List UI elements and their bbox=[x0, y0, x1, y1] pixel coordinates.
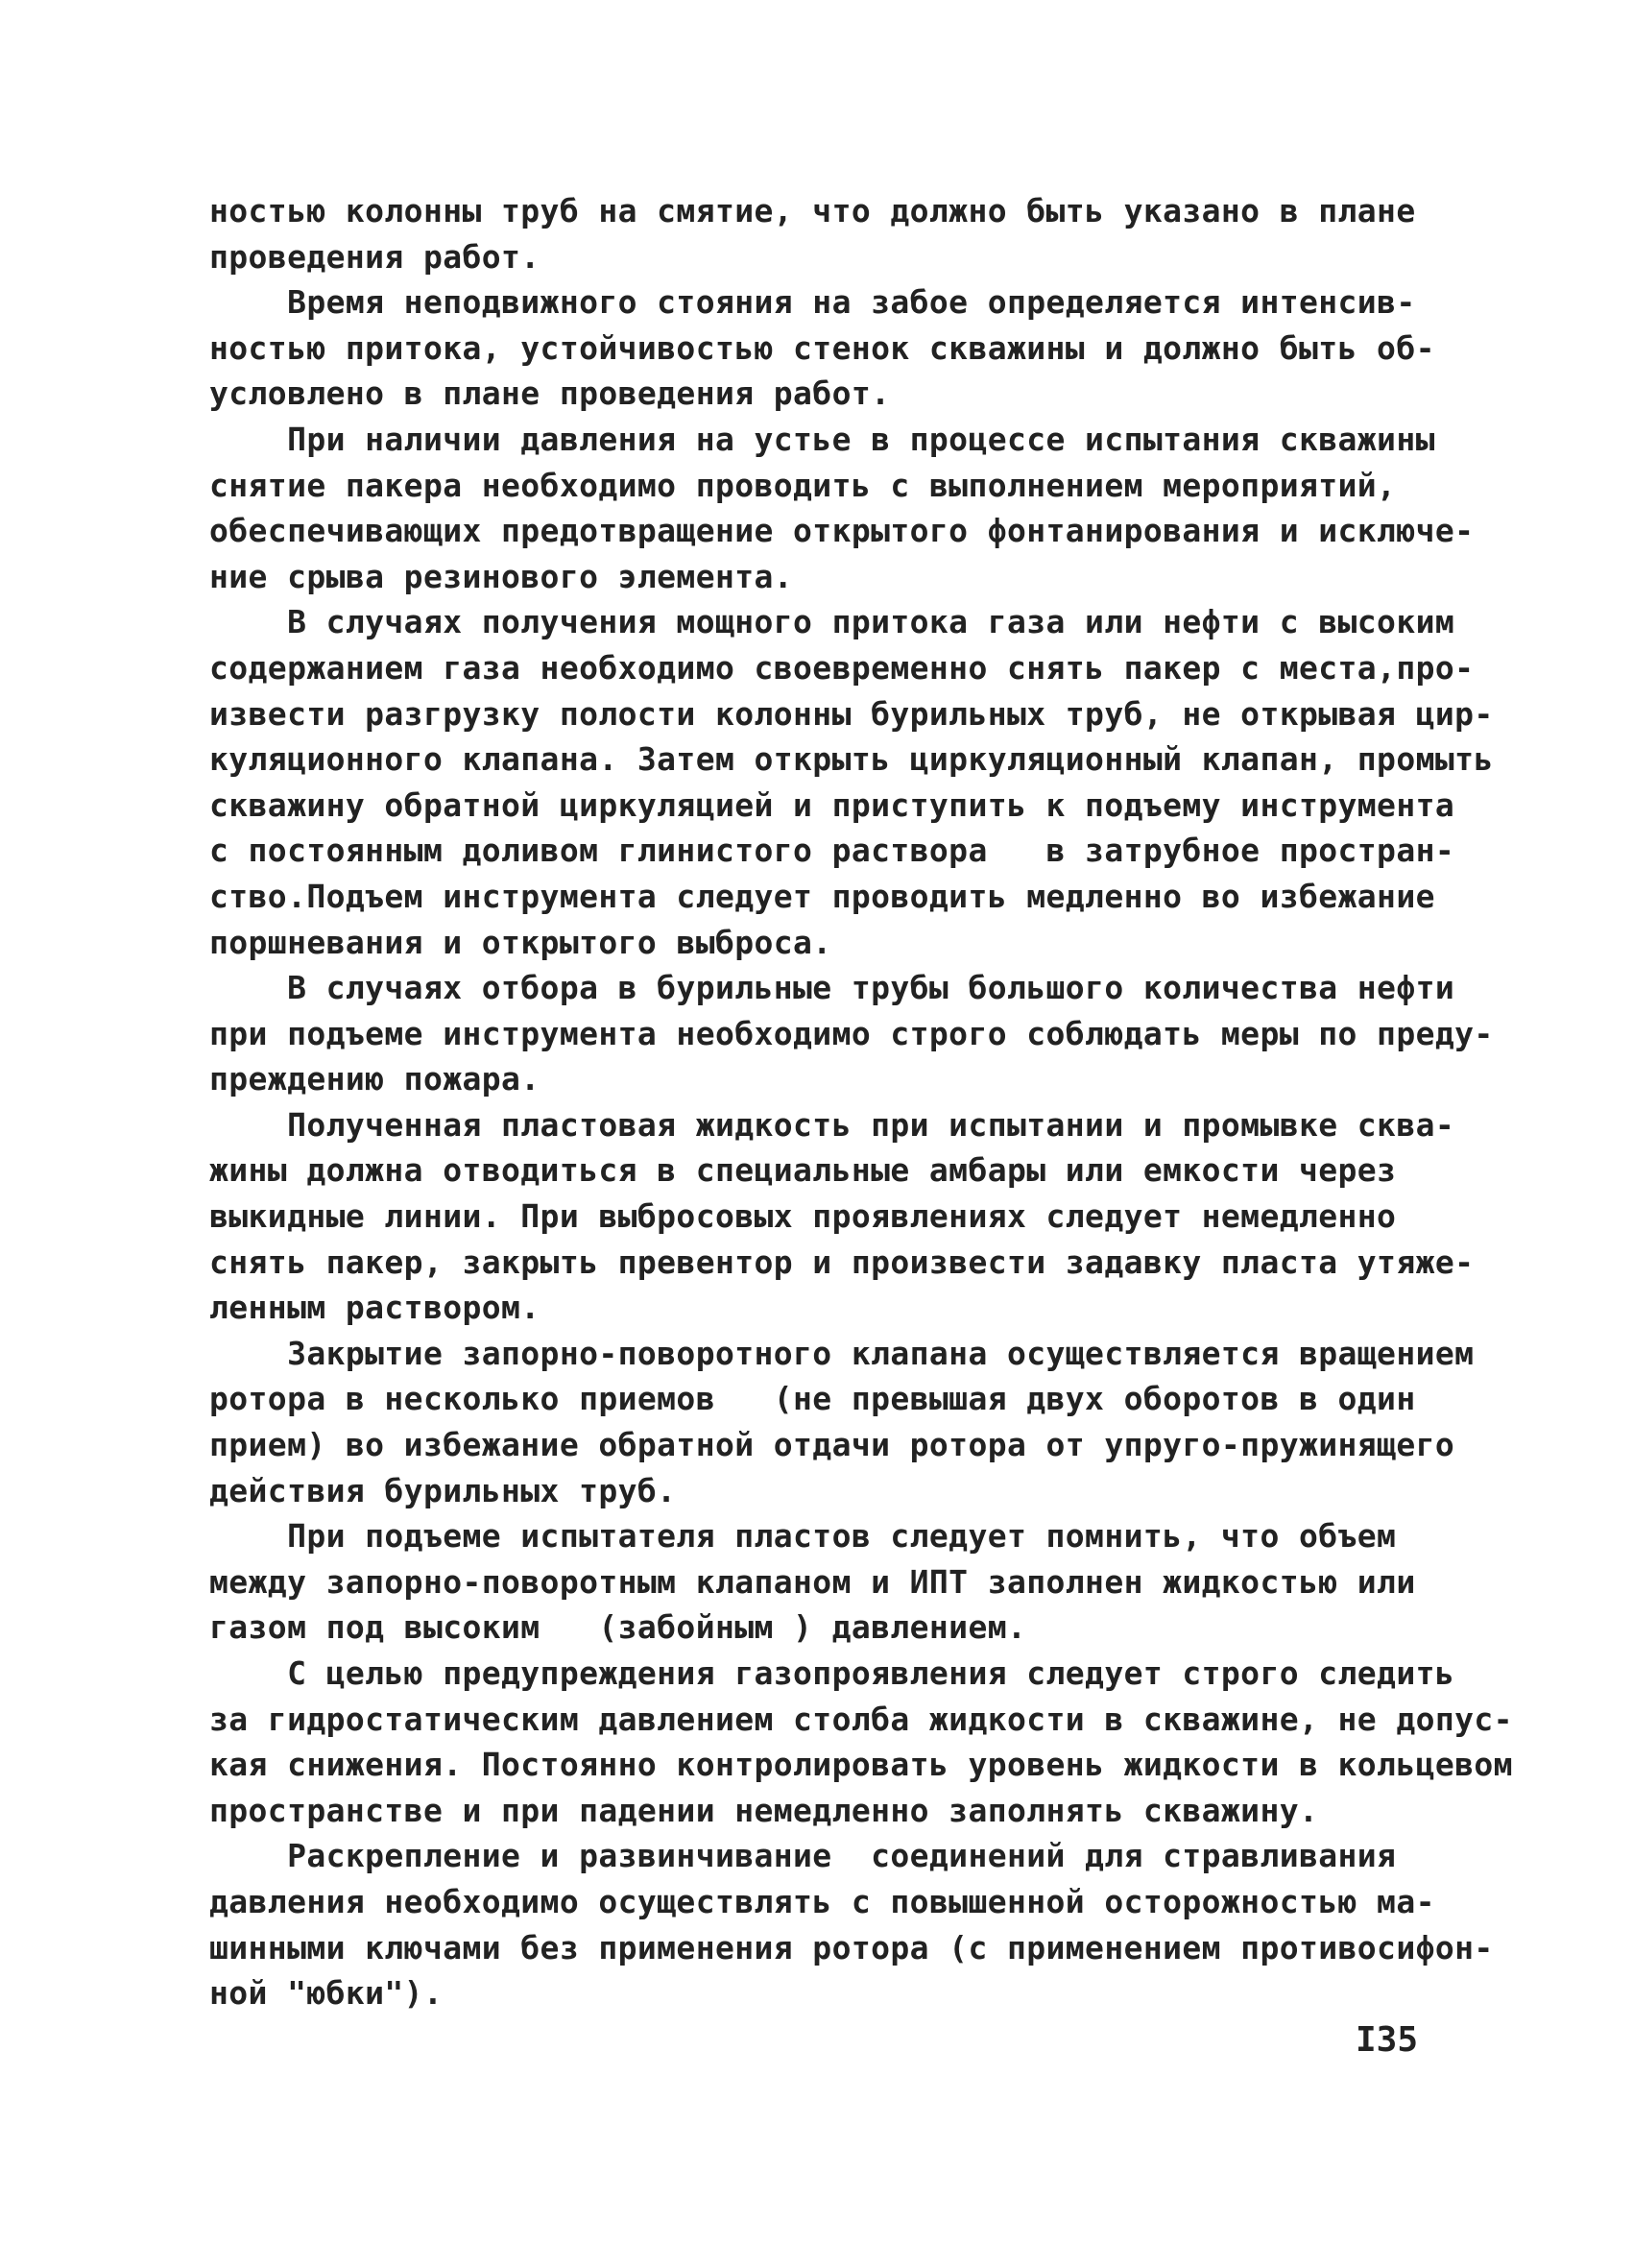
text-line: Раскрепление и развинчивание соединений для стравливания bbox=[209, 1837, 1397, 1875]
text-line: При наличии давления на устье в процессе испытания скважины bbox=[209, 420, 1435, 458]
text-line: давления необходимо осуществлять с повышенной осторожностью ма- bbox=[209, 1882, 1435, 1920]
body-text bbox=[209, 188, 1513, 2016]
text-line: за гидростатическим давлением столба жидкости в скважине, не допус- bbox=[209, 1700, 1513, 1738]
text-line: снятие пакера необходимо проводить с выполнением мероприятий, bbox=[209, 466, 1397, 504]
text-line: В случаях получения мощного притока газа или нефти с высоким bbox=[209, 603, 1455, 641]
text-line: с постоянным доливом глинистого раствора в затрубное простран- bbox=[209, 832, 1455, 870]
text-line: ленным раствором. bbox=[209, 1289, 540, 1327]
text-line: шинными ключами без применения ротора (с применением противосифон- bbox=[209, 1928, 1494, 1966]
text-line: проведения работ. bbox=[209, 237, 540, 276]
text-line: Время неподвижного стояния на забое определяется интенсив- bbox=[209, 283, 1416, 322]
text-line: пространстве и при падении немедленно заполнять скважину. bbox=[209, 1791, 1319, 1829]
text-line: ностью колонны труб на смятие, что должно быть указано в плане bbox=[209, 192, 1416, 229]
text-line: действия бурильных труб. bbox=[209, 1471, 677, 1509]
text-line: газом под высоким (забойным ) давлением. bbox=[209, 1608, 1027, 1647]
page-number: I35 bbox=[1356, 2020, 1419, 2060]
text-line: куляционного клапана. Затем открыть циркуляционный клапан, промыть bbox=[209, 740, 1494, 779]
text-line: жины должна отводиться в специальные амбары или емкости через bbox=[209, 1151, 1397, 1190]
text-line: кая снижения. Постоянно контролировать уровень жидкости в кольцевом bbox=[209, 1746, 1513, 1784]
text-line: ние срыва резинового элемента. bbox=[209, 557, 794, 595]
text-line: поршневания и открытого выброса. bbox=[209, 923, 832, 961]
text-line: при подъеме инструмента необходимо строго соблюдать меры по преду- bbox=[209, 1014, 1494, 1052]
text-line: ной "юбки"). bbox=[209, 1974, 444, 2013]
text-line: Закрытие запорно-поворотного клапана осуществляется вращением bbox=[209, 1334, 1475, 1372]
text-line: условлено в плане проведения работ. bbox=[209, 374, 891, 413]
text-line: содержанием газа необходимо своевременно снять пакер с места,про- bbox=[209, 648, 1475, 687]
text-line: извести разгрузку полости колонны бурильных труб, не открывая цир- bbox=[209, 694, 1494, 733]
text-line: ство.Подъем инструмента следует проводить медленно во избежание bbox=[209, 877, 1435, 915]
text-line: При подъеме испытателя пластов следует помнить, что объем bbox=[209, 1517, 1397, 1556]
text-line: ротора в несколько приемов (не превышая двух оборотов в один bbox=[209, 1380, 1416, 1418]
text-line: В случаях отбора в бурильные трубы большого количества нефти bbox=[209, 969, 1455, 1007]
text-line: снять пакер, закрыть превентор и произвести задавку пласта утяже- bbox=[209, 1243, 1475, 1281]
text-line: преждению пожара. bbox=[209, 1060, 540, 1098]
text-line: обеспечивающих предотвращение открытого фонтанирования и исключе- bbox=[209, 512, 1475, 550]
text-line: С целью предупреждения газопроявления следует строго следить bbox=[209, 1654, 1455, 1692]
text-line: скважину обратной циркуляцией и приступить к подъему инструмента bbox=[209, 785, 1455, 824]
text-line: между запорно-поворотным клапаном и ИПТ заполнен жидкостью или bbox=[209, 1562, 1416, 1601]
text-line: выкидные линии. При выбросовых проявлениях следует немедленно bbox=[209, 1197, 1397, 1236]
text-line: Полученная пластовая жидкость при испытании и промывке сква- bbox=[209, 1105, 1455, 1144]
text-line: ностью притока, устойчивостью стенок скважины и должно быть об- bbox=[209, 328, 1435, 367]
text-line: прием) во избежание обратной отдачи ротора от упруго-пружинящего bbox=[209, 1426, 1455, 1464]
